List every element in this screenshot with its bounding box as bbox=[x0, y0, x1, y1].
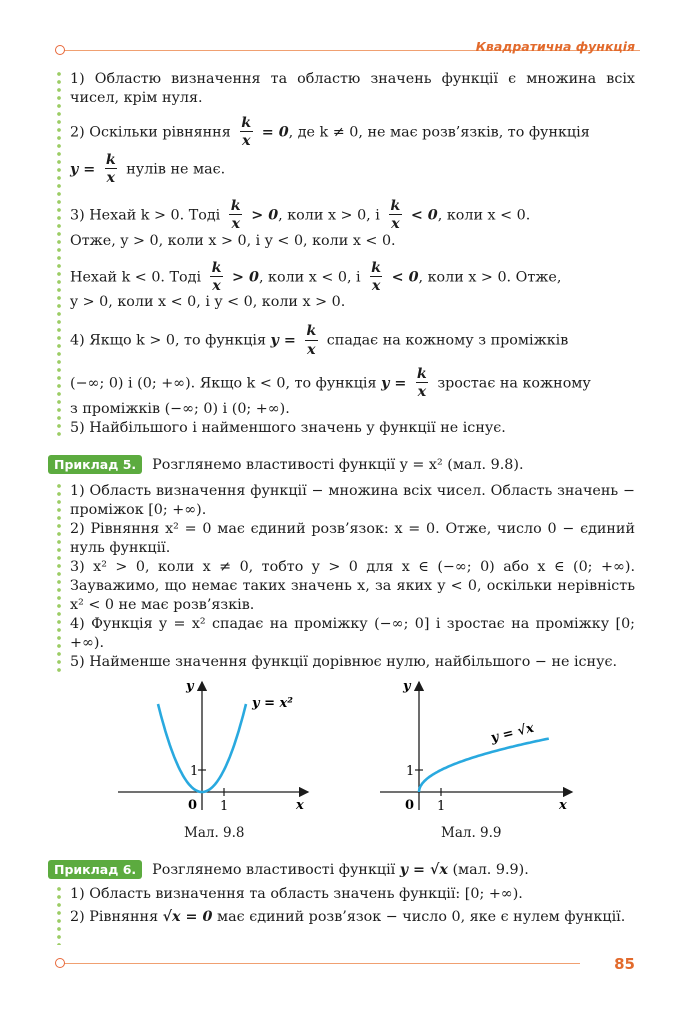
example-5-item-2: 2) Рівняння x² = 0 має єдиний розв’язок: x = 0. Отже, число 0 − єдиний нуль функції. bbox=[70, 521, 635, 556]
chapter-title: Квадратична функція bbox=[475, 39, 635, 54]
fraction-k-over-x: $\frac{k}{x}$ bbox=[105, 151, 116, 186]
example-6-heading: Приклад 6. Розглянемо властивості функції y = √x (мал. 9.9). bbox=[48, 860, 529, 879]
header-circle-marker bbox=[55, 45, 65, 55]
y-axis-label: y bbox=[186, 679, 194, 694]
x-axis-label: x bbox=[296, 798, 304, 813]
example-6-body bbox=[70, 885, 635, 927]
sqrt-label: y = √x bbox=[489, 720, 536, 746]
property-5: 5) Найбільшого і найменшого значень у функції не існує. bbox=[70, 419, 506, 436]
figure-9-9-caption: Мал. 9.9 bbox=[441, 825, 502, 841]
example-5-body bbox=[70, 482, 635, 672]
parabola-label: y = x² bbox=[252, 696, 293, 711]
example-5-badge: Приклад 5. bbox=[48, 455, 142, 474]
property-4-end: з проміжків (−∞; 0) і (0; +∞). bbox=[70, 400, 290, 417]
footer-rule bbox=[60, 963, 580, 964]
figure-9-8-caption: Мал. 9.8 bbox=[184, 825, 245, 841]
properties-k-over-x bbox=[70, 70, 635, 438]
origin-label: 0 bbox=[405, 798, 415, 813]
tick-x-label: 1 bbox=[220, 799, 229, 814]
example-5-item-4: 4) Функція y = x² спадає на проміжку (−∞; 0] і зростає на проміжку [0; +∞). bbox=[70, 616, 635, 651]
footer-circle-marker bbox=[55, 958, 65, 968]
property-2-cont: y = $\frac{k}{x}$ нулів не має. bbox=[70, 151, 226, 186]
figure-parabola bbox=[118, 679, 308, 814]
tick-y-label: 1 bbox=[406, 764, 415, 779]
example-6-badge: Приклад 6. bbox=[48, 860, 142, 879]
property-4: 4) Якщо k > 0, то функція y = $\frac{k}{x}$ спадає на кожному з проміжків bbox=[70, 323, 569, 358]
example-5-item-1: 1) Область визначення функції − множина всіх чисел. Область значень − проміжок [0; +∞). bbox=[70, 483, 635, 518]
property-2: 2) Оскільки рівняння $\frac{k}{x}$ = 0, де k ≠ 0, не має розв’язків, то функція bbox=[70, 115, 590, 150]
x-axis-label: x bbox=[559, 798, 567, 813]
tick-y-label: 1 bbox=[190, 764, 199, 779]
example-5-item-3: 3) x² > 0, коли x ≠ 0, тобто y > 0 для x ∈ (−∞; 0) або x ∈ (0; +∞). Зауважимо, що немає таких значень x, за яких y < 0, оскільки нерівність x² < 0 не має розв’язків. bbox=[70, 559, 635, 613]
origin-label: 0 bbox=[188, 798, 198, 813]
margin-dots-middle bbox=[56, 482, 62, 672]
y-axis-label: y bbox=[403, 679, 411, 694]
page-number: 85 bbox=[614, 955, 635, 973]
property-3-negative-cont: y > 0, коли x < 0, і y < 0, коли x > 0. bbox=[70, 294, 346, 311]
property-4-cont: (−∞; 0) і (0; +∞). Якщо k < 0, то функція y = $\frac{k}{x}$ зростає на кожному bbox=[70, 365, 591, 401]
example-5-intro: Розглянемо властивості функції y = x² (мал. 9.8). bbox=[152, 456, 524, 473]
figure-sqrt bbox=[380, 679, 572, 814]
fraction-k-over-x: $\frac{k}{x}$ bbox=[241, 115, 252, 150]
property-3-cont: Отже, y > 0, коли x > 0, і y < 0, коли x < 0. bbox=[70, 232, 396, 249]
sqrt-curve bbox=[419, 739, 549, 792]
property-3-negative: Нехай k < 0. Тоді $\frac{k}{x}$ > 0, коли x < 0, і $\frac{k}{x}$ < 0, коли x > 0. Отже, bbox=[70, 259, 562, 295]
example-5-heading bbox=[48, 455, 524, 474]
figures bbox=[0, 670, 695, 870]
property-3: 3) Нехай k > 0. Тоді $\frac{k}{x}$ > 0, коли x > 0, і $\frac{k}{x}$ < 0, коли x < 0. bbox=[70, 198, 531, 233]
margin-dots-bottom bbox=[56, 885, 62, 945]
example-5-item-5: 5) Найменше значення функції дорівнює нулю, найбільшого − не існує. bbox=[70, 654, 618, 670]
margin-dots-top bbox=[56, 70, 62, 440]
tick-x-label: 1 bbox=[437, 799, 446, 814]
example-6-item-2: 2) Рівняння √x = 0 має єдиний розв’язок − число 0, яке є нулем функції. bbox=[70, 909, 626, 925]
example-6-item-1: 1) Область визначення та область значень функції: [0; +∞). bbox=[70, 886, 523, 902]
property-1: 1) Областю визначення та областю значень функції є множина всіх чисел, крім нуля. bbox=[70, 71, 635, 106]
